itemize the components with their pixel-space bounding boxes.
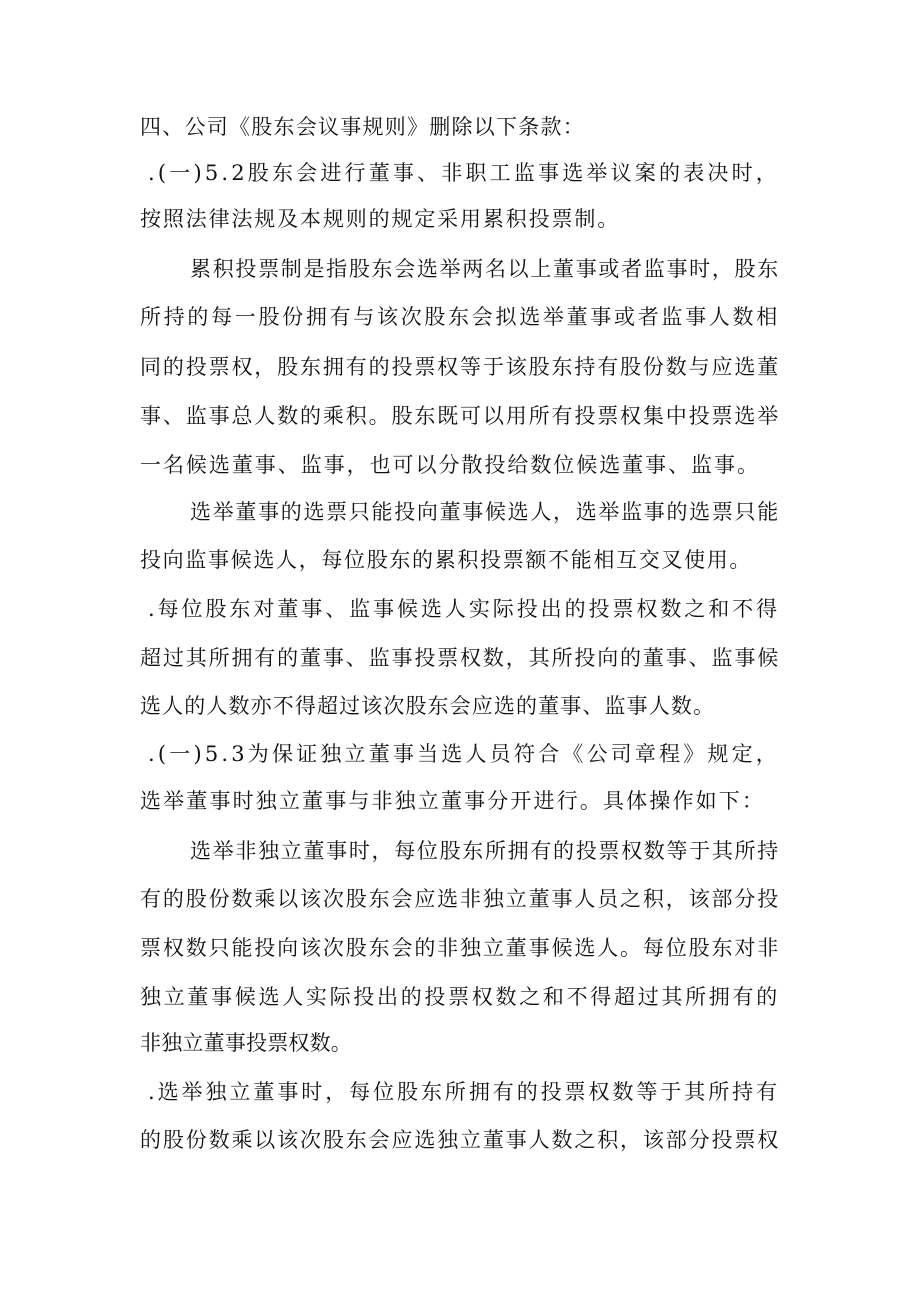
text-line-20: 非独立董事投票权数。 xyxy=(140,1031,352,1055)
text-line-13: 选人的人数亦不得超过该次股东会应选的董事、监事人数。 xyxy=(140,694,716,718)
text-line-18: 票权数只能投向该次股东会的非独立董事候选人。每位股东对非 xyxy=(140,936,781,960)
text-line-19: 独立董事候选人实际投出的投票权数之和不得超过其所拥有的 xyxy=(140,985,780,1009)
text-line-8: 一名候选董事、监事，也可以分散投给数位候选董事、监事。 xyxy=(140,453,760,477)
text-line-6: 同的投票权，股东拥有的投票权等于该股东持有股份数与应选董 xyxy=(140,355,781,379)
text-line-5: 所持的每一股份拥有与该次股东会拟选举董事或者监事人数相 xyxy=(140,305,780,329)
text-line-3: 按照法律法规及本规则的规定采用累积投票制。 xyxy=(140,207,621,231)
text-line-12: 超过其所拥有的董事、监事投票权数，其所投向的董事、监事候 xyxy=(140,646,781,670)
text-line-16: 选举非独立董事时，每位股东所拥有的投票权数等于其所持 xyxy=(190,839,780,863)
text-line-11: .每位股东对董事、监事候选人实际投出的投票权数之和不得 xyxy=(148,597,781,621)
text-line-4: 累积投票制是指股东会选举两名以上董事或者监事时，股东 xyxy=(190,257,780,281)
text-line-7: 事、监事总人数的乘积。股东既可以用所有投票权集中投票选举 xyxy=(140,404,781,428)
text-line-14: .(一)5.3为保证独立董事当选人员符合《公司章程》规定， xyxy=(148,742,780,766)
text-line-21: .选举独立董事时，每位股东所拥有的投票权数等于其所持有 xyxy=(148,1080,781,1104)
text-line-10: 投向监事候选人，每位股东的累积投票额不能相互交叉使用。 xyxy=(140,548,753,572)
text-line-9: 选举董事的选票只能投向董事候选人，选举监事的选票只能 xyxy=(190,500,780,524)
text-line-17: 有的股份数乘以该次股东会应选非独立董事人员之积，该部分投 xyxy=(140,887,781,911)
text-line-22: 的股份数乘以该次股东会应选独立董事人数之积，该部分投票权 xyxy=(140,1128,781,1152)
text-line-15: 选举董事时独立董事与非独立董事分开进行。具体操作如下： xyxy=(140,789,766,813)
text-line-2: .(一)5.2股东会进行董事、非职工监事选举议案的表决时， xyxy=(148,161,780,185)
text-line-1: 四、公司《股东会议事规则》删除以下条款： xyxy=(140,115,585,139)
